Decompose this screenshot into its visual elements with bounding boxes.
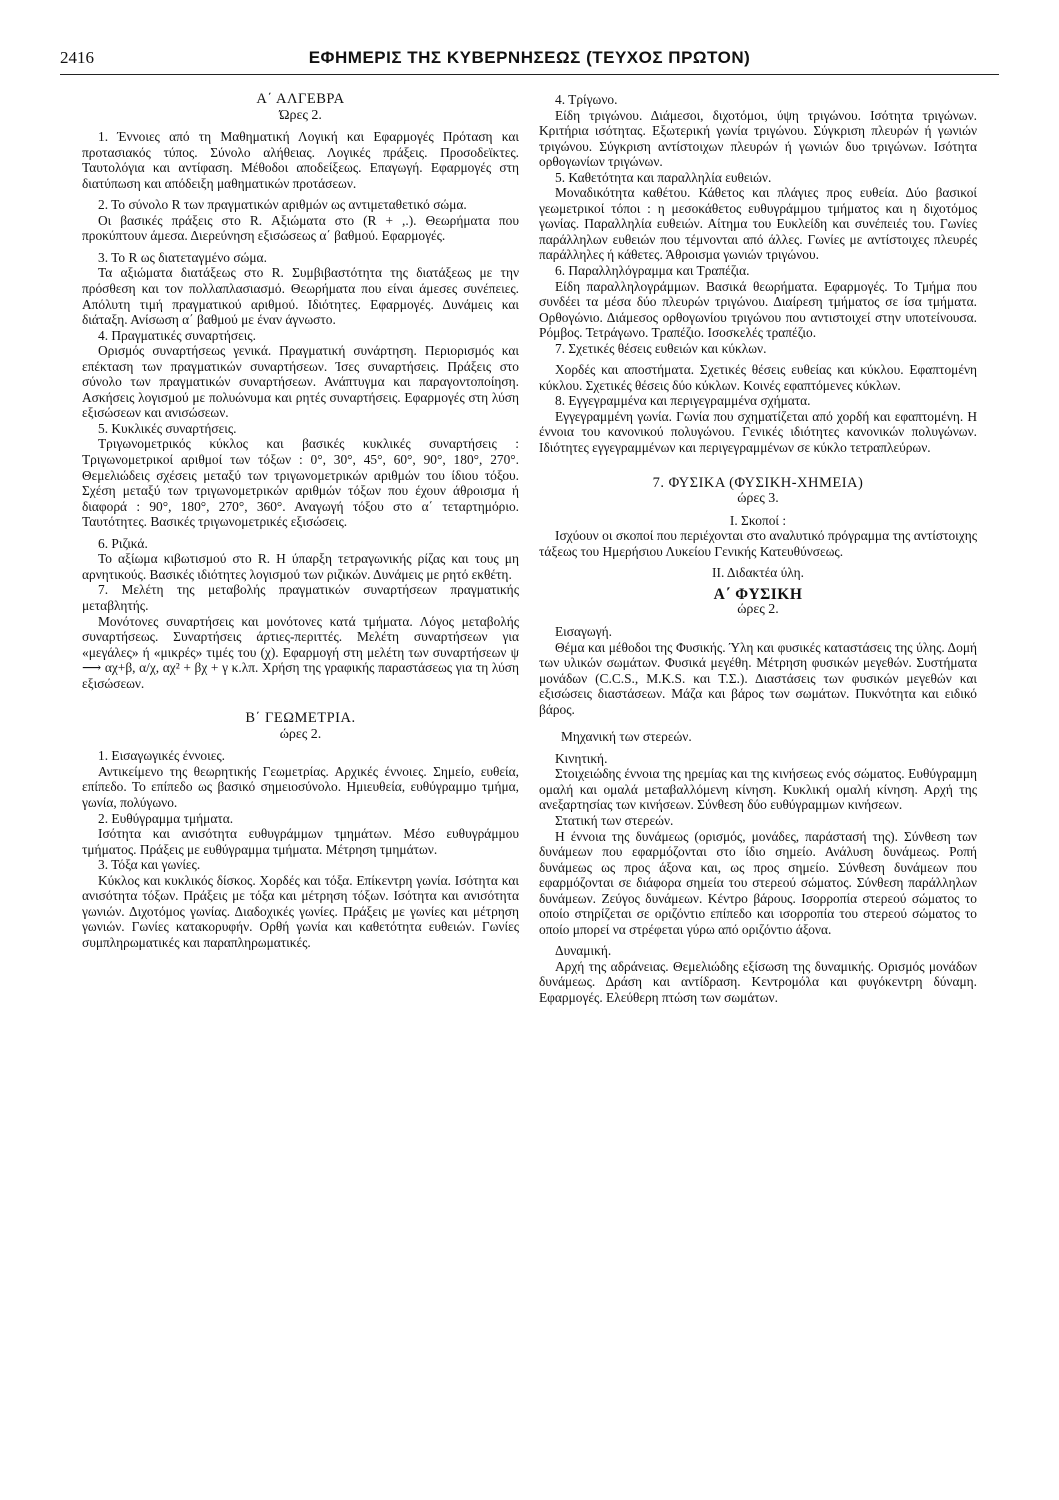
paragraph: Μονότονες συναρτήσεις και μονότονες κατά τμήματα. Λόγος μεταβολής συναρτήσεως. Συναρτήσεις άρτιες-περιττές. Μελέτη συναρτήσεων για «μεγάλες» ή «μικρές» τιμές του (χ). Εφαρμογή στη μελέτη των συναρτήσεων ψ ⟶ αχ+β, α/χ, αχ² + βχ + γ κ.λπ. Χρήση της γραφικής παραστάσεως για τη λύση εξισώσεων.	[82, 613, 519, 691]
subheading: Κινητική.	[555, 750, 608, 766]
paragraph: Αρχή της αδράνειας. Θεμελιώδης εξίσωση της δυναμικής. Ορισμός μονάδων δυνάμεως. Δράση και αντίδραση. Κεντρομόλα και φυγόκεντρη δύναμη. Εφαρμογές. Ελεύθερη πτώση των σωμάτων.	[539, 958, 977, 1005]
paragraph: Ορισμός συναρτήσεως γενικά. Πραγματική συνάρτηση. Περιορισμός και επέκταση των πραγματικών συναρτήσεων. Ίσες συναρτήσεις. Πράξεις στο σύνολο των πραγματικών συναρτήσεων. Ανάπτυγμα και παραγοντοποίηση. Ασκήσεις λογισμού με πολυώνυμα και ρητές συναρτήσεις. Εφαρμογές στη λύση εξισώσεων και ανισώσεων.	[82, 343, 519, 421]
left-column	[82, 92, 519, 950]
paragraph: Ισχύουν οι σκοποί που περιέχονται στο αναλυτικό πρόγραμμα της αντίστοιχης τάξεως του Ημερήσιου Λυκείου Γενικής Κατευθύνσεως.	[539, 528, 977, 559]
physics-a-hours: ώρες 2.	[737, 602, 779, 618]
paragraph: Ισότητα και ανισότητα ευθυγράμμων τμημάτων. Μέσο ευθυγράμμου τμήματος. Πράξεις με ευθύγραμμα τμήματα. Μέτρηση τμημάτων.	[82, 826, 519, 857]
paragraph: Οι βασικές πράξεις στο R. Αξιώματα στο (R + ,.). Θεωρήματα που προκύπτουν άμεσα. Διερεύνηση εξισώσεως α΄ βαθμού. Εφαρμογές.	[82, 212, 519, 244]
paragraph: 7. Σχετικές θέσεις ευθειών και κύκλων.	[555, 340, 767, 356]
paragraph: 7. Μελέτη της μεταβολής πραγματικών συναρτήσεων πραγματικής μεταβλητής.	[82, 582, 519, 613]
paragraph: Είδη τριγώνου. Διάμεσοι, διχοτόμοι, ύψη τριγώνου. Ισότητα τριγώνων. Κριτήρια ισότητας. Εξωτερική γωνία τριγώνου. Σύγκριση πλευρών ή γωνιών τριγώνου. Σύγκριση αντίστοιχων πλευρών ή γωνιών δυο τριγώνων. Ισότητα ορθογωνίων τριγώνων.	[539, 107, 977, 170]
paragraph: 1. Έννοιες από τη Μαθηματική Λογική και Εφαρμογές Πρόταση και προτασιακός τύπος. Σύνολο αλήθειας. Λογικές πράξεις. Προσοδεϊκτες. Ταυτολόγια και αντίφαση. Μέθοδοι αποδείξεως. Επαγωγή. Εφαρμογές στη διατύπωση και απόδειξη μαθηματικών προτάσεων.	[82, 129, 519, 191]
paragraph: Στοιχειώδης έννοια της ηρεμίας και της κινήσεως ενός σώματος. Ευθύγραμμη ομαλή και ομαλά μεταβαλλόμενη κίνηση. Κυκλική ομαλή κίνηση. Αρχή της ανεξαρτησίας των κινήσεων. Σύνθεση δύο ευθύγραμμων κινήσεων.	[539, 766, 977, 813]
paragraph: Είδη παραλληλογράμμων. Βασικά θεωρήματα. Εφαρμογές. Το Τμήμα που συνδέει τα μέσα δύο πλευρών τριγώνου. Διαίρεση τμήματος σε ίσα τμήματα. Ορθογώνιο. Διάμεσος ορθογωνίου τριγώνου που αντιστοιχεί στην υποτείνουσα. Ρόμβος. Τετράγωνο. Τραπέζιο. Ισοσκελές τραπέζιο.	[539, 278, 977, 341]
physics-title: 7. ΦΥΣΙΚΑ (ΦΥΣΙΚΗ-ΧΗΜΕΙΑ)	[652, 474, 864, 491]
material-heading: ΙΙ. Διδακτέα ύλη.	[712, 565, 804, 581]
paragraph: 6. Παραλληλόγραμμα και Τραπέζια.	[555, 263, 750, 279]
paragraph: 1. Εισαγωγικές έννοιες.	[98, 748, 225, 764]
paragraph: Εγγεγραμμένη γωνία. Γωνία που σχηματίζεται από χορδή και εφαπτομένη. Η έννοια του κανονικού πολυγώνου. Γενικές ιδιότητες κανονικών πολυγώνων. Ιδιότητες εγγεγραμμένων και περιγεγραμμένων σε κύκλο τετραπλεύρων.	[539, 408, 977, 456]
paragraph: 4. Τρίγωνο.	[555, 92, 618, 107]
algebra-hours: Ώρες 2.	[279, 107, 322, 123]
goals-heading: Ι. Σκοποί :	[729, 512, 787, 528]
paragraph: Αντικείμενο της θεωρητικής Γεωμετρίας. Αρχικές έννοιες. Σημείο, ευθεία, επίπεδο. Το επίπεδο ως βασικό σημειοσύνολο. Ημιευθεία, ευθύγραμμο τμήμα, γωνία, πολύγωνο.	[82, 763, 519, 810]
paragraph: Μοναδικότητα καθέτου. Κάθετος και πλάγιες προς ευθεία. Δύο βασικοί γεωμετρικοί τόποι : η μεσοκάθετος ευθυγράμμου τμήματος και η διχοτόμος γωνίας. Παραλληλία ευθειών. Αίτημα του Ευκλείδη και συνέπειές του. Γωνίες παράλληλων ευθειών που τέμνονται από άλλες. Γωνίες με αντίστοιχες πλευρές παράλληλες ή κάθετες. Άθροισμα γωνιών τριγώνου.	[539, 185, 977, 263]
paragraph: 5. Κυκλικές συναρτήσεις.	[98, 420, 237, 436]
paragraph: 3. Το R ως διατεταγμένο σώμα.	[98, 249, 267, 265]
algebra-title: Α΄ ΑΛΓΕΒΡΑ	[256, 91, 345, 107]
paragraph: Τα αξιώματα διατάξεως στο R. Συμβιβαστότητα της διατάξεως με την πρόσθεση και τον πολλαπλασιασμό. Θεωρήματα που είναι άμεσες συνέπειες. Απόλυτη τιμή πραγματικού αριθμού. Ιδιότητες. Εφαρμογές. Δυνάμεις και διάταξη. Ανίσωση α΄ βαθμού με έναν άγνωστο.	[82, 265, 519, 328]
gazette-title: ΕΦΗΜΕΡΙΣ ΤΗΣ ΚΥΒΕΡΝΗΣΕΩΣ (ΤΕΥΧΟΣ ΠΡΩΤΟΝ)	[308, 48, 751, 67]
paragraph: 6. Ριζικά.	[98, 535, 148, 551]
paragraph: Τριγωνομετρικός κύκλος και βασικές κυκλικές συναρτήσεις : Τριγωνομετρικοί αριθμοί των τόξων : 0°, 30°, 45°, 60°, 90°, 180°, 270°. Θεμελιώδεις σχέσεις μεταξύ των τριγωνομετρικών αριθμών του ίδιου τόξου. Σχέση μεταξύ των τριγωνομετρικών αριθμών τόξων που έχουν άθροισμα ή διαφορά : 90°, 180°, 270°, 360°. Αναγωγή τόξου στο α΄ τεταρτημόριο. Ταυτότητες. Βασικές τριγωνομετρικές εξισώσεις.	[82, 436, 519, 530]
paragraph: 8. Εγγεγραμμένα και περιγεγραμμένα σχήματα.	[555, 393, 811, 409]
physics-a-title: Α΄ ΦΥΣΙΚΗ	[713, 585, 803, 603]
paragraph: 2. Ευθύγραμμα τμήματα.	[98, 810, 234, 826]
paragraph: 4. Πραγματικές συναρτήσεις.	[98, 327, 256, 343]
paragraph: 5. Καθετότητα και παραλληλία ευθειών.	[555, 169, 772, 185]
physics-hours: ώρες 3.	[737, 491, 779, 507]
paragraph: 2. Το σύνολο R των πραγματικών αριθμών ως αντιμεταθετικό σώμα.	[98, 197, 467, 213]
paragraph: Χορδές και αποστήματα. Σχετικές θέσεις ευθείας και κύκλου. Εφαπτομένη κύκλου. Σχετικές θέσεις δύο κύκλων. Κοινές εφαπτόμενες κύκλων.	[539, 362, 977, 393]
paragraph: 3. Τόξα και γωνίες.	[98, 857, 201, 873]
subheading: Μηχανική των στερεών.	[561, 729, 692, 745]
header-rule	[60, 74, 999, 75]
paragraph: Η έννοια της δυνάμεως (ορισμός, μονάδες, παράστασή της). Σύνθεση των δυνάμεων που εφαρμόζονται στο ίδιο σημείο. Ανάλυση δυνάμεως. Ροπή δυνάμεως ως προς άξονα και, ως προς σημείο. Σύνθεση δυνάμεων που εφαρμόζονται σε διάφορα σημεία του στερεού σώματος. Σύνθεση παράλληλων δυνάμεων. Ζεύγος δυνάμεων. Κέντρο βάρους. Ισορροπία στερεού σώματος το οποίο στηρίζεται σε οριζόντιο επίπεδο και ισορροπία του στερεού σώματος το οποίο μπορεί να στρέφεται γύρω από οριζόντιο άξονα.	[539, 828, 977, 937]
geometry-hours: ώρες 2.	[279, 726, 322, 742]
paragraph: Θέμα και μέθοδοι της Φυσικής. Ύλη και φυσικές καταστάσεις της ύλης. Δομή των υλικών σωμάτων. Φυσικά μεγέθη. Μέτρηση φυσικών μεγεθών. Συστήματα μονάδων (C.C.S., M.K.S. και Τ.Σ.). Διαστάσεις των φυσικών μεγεθών και εξισώσεις διαστάσεων. Μάζα και βάρος των σωμάτων. Πυκνότητα και ειδικό βάρος.	[539, 639, 977, 717]
page-header	[60, 48, 999, 74]
paragraph: Κύκλος και κυκλικός δίσκος. Χορδές και τόξα. Επίκεντρη γωνία. Ισότητα και ανισότητα τόξων. Πράξεις με τόξα και μέτρηση τόξων. Ισότητα και ανισότητα γωνιών. Διχοτόμος γωνίας. Διαδοχικές γωνίες. Πράξεις με γωνίες και μέτρηση γωνιών. Γωνίες κατακορυφήν. Ορθή γωνία και καθετότητα ευθειών. Γωνίες συμπληρωματικές και παραπληρωματικές.	[82, 872, 519, 950]
geometry-title: Β΄ ΓΕΩΜΕΤΡΙΑ.	[245, 710, 356, 727]
paragraph: Το αξίωμα κιβωτισμού στο R. Η ύπαρξη τετραγωνικής ρίζας και τους μη αρνητικούς. Βασικές ιδιότητες λογισμού των ριζικών. Δυνάμεις με ρητό εκθέτη.	[82, 551, 519, 582]
right-column	[539, 92, 977, 1006]
subheading: Δυναμική.	[555, 943, 612, 959]
subheading: Στατική των στερεών.	[555, 812, 674, 828]
page-number: 2416	[60, 48, 94, 67]
subheading: Εισαγωγή.	[555, 623, 613, 639]
